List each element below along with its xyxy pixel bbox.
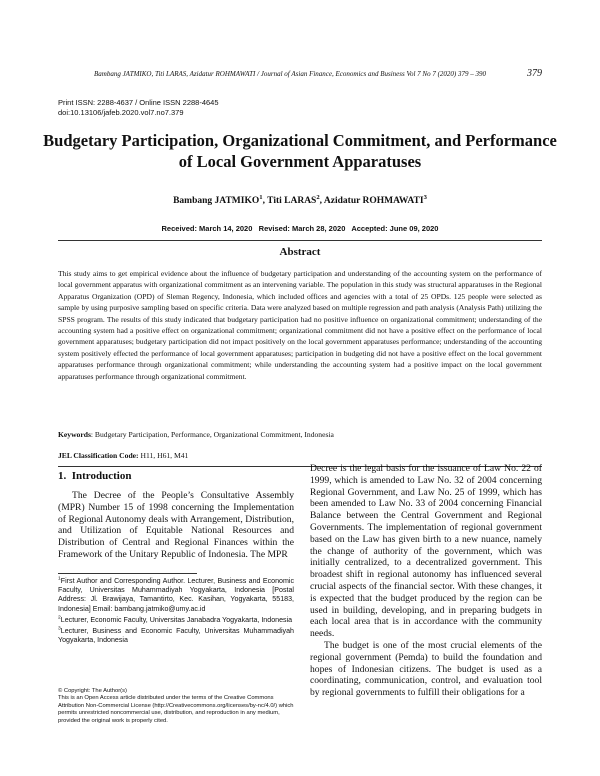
footnote-1 [58, 577, 294, 614]
footnotes [58, 577, 294, 647]
intro-paragraph-3: The budget is one of the most crucial elements of the regional government (Pemda) to build the foundation and hopes of Indonesian citizens. The budget is used as a coordinating, communication, control, and evaluation tool by regional governments to fulfill their obligations for a [310, 639, 542, 699]
jel-text: H11, H61, M41 [138, 451, 189, 460]
left-column [58, 490, 294, 561]
keywords-text: : Budgetary Participation, Performance, Organizational Commitment, Indonesia [90, 430, 334, 439]
running-header: Bambang JATMIKO, Titi LARAS, Azidatur ROHMAWATI / Journal of Asian Finance, Economics and Business Vol 7 No 7 (2020) 379 – 390 [93, 70, 486, 78]
keywords-label: Keywords [58, 430, 91, 439]
footnote-3-text: Lecturer, Business and Economic Faculty, Universitas Muhammadiyah Yogyakarta, Indonesia [58, 627, 294, 645]
section-heading-introduction: 1. Introduction [58, 470, 132, 482]
received-dates: Received: March 14, 2020 Revised: March 28, 2020 Accepted: June 09, 2020 [161, 224, 439, 233]
issn-line: Print ISSN: 2288-4637 / Online ISSN 2288-4645 [58, 98, 219, 107]
footnote-2 [58, 616, 294, 625]
intro-paragraph-1: The Decree of the People’s Consultative Assembly (MPR) Number 15 of 1998 concerning the Implementation of Regional Autonomy deals with Arrangement, Distribution, and Utilization of Equitable National Resources and Distribution of Central and Regional Finances within the Framework of the Unitary Republic of Indonesia. The MPR [58, 490, 294, 560]
intro-paragraph-2: Decree is the legal basis for the issuance of Law No. 22 of 1999, which is amended to Law No. 32 of 2004 concerning Regional Government, and Law No. 25 of 1999, which has been amended to Law No. 33 of 2004 concerning Financial Balance between the Central Government and Regional Governments. The implementation of regional government based on the Law has given birth to a new nuance, namely the change of authority of the government, which was initially centralized, to a decentralized government. This broadest shift in regional autonomy has influenced several crucial aspects of the financial sector. With these changes, it is expected that the budget produced by the region can be used in building, developing, and in preparing budgets in each local area that is in accordance with the community needs. [310, 463, 542, 640]
copyright-notice [58, 688, 294, 725]
right-column [310, 463, 542, 699]
author-1: Bambang JATMIKO [173, 196, 260, 206]
footnote-1-text: First Author and Corresponding Author. Lecturer, Business and Economic Faculty, Universitas Muhammadiyah Yogyakarta, Indonesia [Postal Address: Jl. Brawijaya, Tamantirto, Kec. Kasihan, Yogyakarta, 55183, Indonesia] Email: bambang.jatmiko@umy.ac.id [58, 577, 294, 613]
author-2-affiliation: 2 [316, 193, 320, 201]
keywords [58, 430, 542, 439]
paper-title [40, 130, 560, 172]
author-2: Titi LARAS [267, 196, 317, 206]
author-1-affiliation: 1 [259, 193, 263, 201]
footnote-3 [58, 627, 294, 645]
abstract-heading: Abstract [279, 246, 321, 258]
footnote-3-marker: 3 [58, 626, 61, 632]
doi-line: doi:10.13106/jafeb.2020.vol7.no7.379 [58, 108, 184, 117]
footnote-rule [58, 573, 197, 574]
author-3-affiliation: 3 [423, 193, 427, 201]
footnote-2-marker: 2 [58, 615, 61, 621]
abstract-body: This study aims to get empirical evidence about the influence of budgetary participation and understanding of the accounting system on the performance of local government apparatus with organizational commitment as an intervening variable. The population in this study was structural apparatuses in the Regional Apparatus Organization (OPD) of Sleman Regency, Indonesia, which included offices and agencies with a total of 25 OPDs. 125 people were selected as sample by using purposive sampling based on specific criteria. Data were analyzed based on multiple regression and path analysis (Analysis Path) utilizing the SPSS program. The results of this study indicated that budgetary participation had no positive influence on organizational commitment; understanding of the accounting system had a positive effect on organizational commitment; organizational commitment did not have a positive effect on the performance of local government apparatuses; budgetary participation did not impact positively on the local government apparatuses performance; understanding of the accounting system positively effected the performance of local government apparatuses; participation in budgeting did not have a positive effect on the local government apparatuses performance through organizational commitment; while understanding the accounting system had a positive impact on the local government apparatuses performance through organizational commitment. [58, 269, 542, 381]
license-statement: This is an Open Access article distributed under the terms of the Creative Commons Attribution Non-Commercial License (http://Creativecommons.org/licenses/by-nc/4.0/) which permits unrestricted noncommercial use, distribution, and reproduction in any medium, provided the original work is properly cited. [58, 695, 294, 724]
author-list: Bambang JATMIKO$^1$, Titi LARAS$^2$, Azidatur ROHMAWATI$^3$ [173, 193, 427, 206]
jel-label: JEL Classification Code: [58, 451, 139, 460]
paper-title-line-1: Budgetary Participation, Organizational Commitment, and Performance [43, 131, 557, 150]
abstract-top-rule [58, 240, 542, 241]
footnote-1-marker: 1 [58, 576, 61, 582]
jel-codes [58, 451, 542, 460]
footnote-2-text: Lecturer, Economic Faculty, Universitas Janabadra Yogyakarta, Indonesia [60, 615, 293, 624]
paper-title-line-2: of Local Government Apparatuses [178, 152, 422, 171]
page-number: 379 [527, 68, 542, 79]
author-3: Azidatur ROHMAWATI [323, 196, 424, 206]
copyright-line: © Copyright: The Author(s) [58, 688, 127, 694]
